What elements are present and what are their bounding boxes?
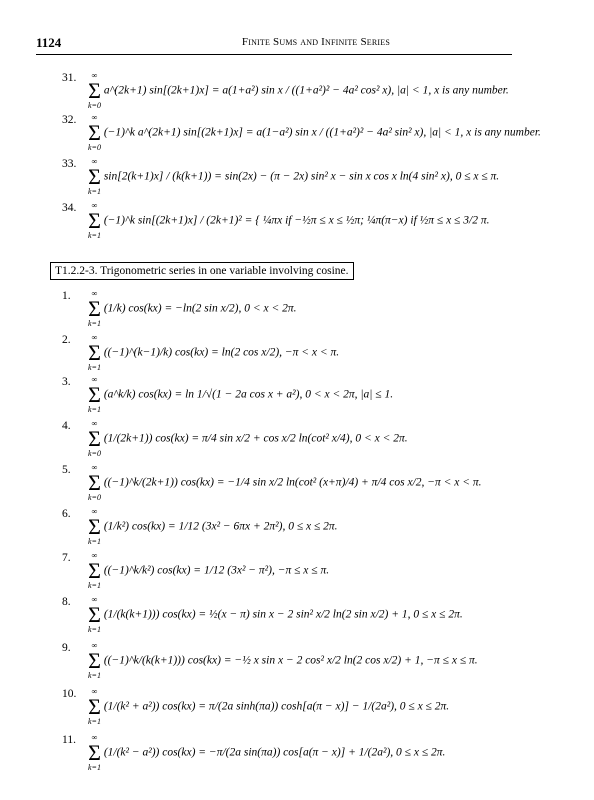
page-header [36,34,512,55]
entry-number: 31. [62,72,77,84]
sum-symbol: ∞ Σ k=1 [88,641,101,680]
entry-number: 7. [62,552,71,564]
formula-text: ∞ Σ k=0 (−1)^k a^(2k+1) sin[(2k+1)x] = a(1−a²) sin x / ((1+a²)² − 4a² sin² x), |a| < 1, x is any number. [88,113,541,152]
entry-number: 34. [62,202,77,214]
entry-number: 1. [62,290,71,302]
entry-number: 2. [62,334,71,346]
sum-symbol: ∞ Σ k=1 [88,333,101,372]
sum-symbol: ∞ Σ k=1 [88,687,101,726]
formula-text: ∞ Σ k=1 (1/(k² − a²)) cos(kx) = −π/(2a sin(πa)) cos[a(π − x)] + 1/(2a²), 0 ≤ x ≤ 2π. [88,733,446,772]
sum-symbol: ∞ Σ k=0 [88,113,101,152]
formula-text: ∞ Σ k=1 (1/(k(k+1))) cos(kx) = ½(x − π) sin x − 2 sin² x/2 ln(2 sin x/2) + 1, 0 ≤ x ≤ 2π. [88,595,463,634]
running-title: Finite Sums and Infinite Series [241,36,390,48]
sum-symbol: ∞ Σ k=1 [88,733,101,772]
page-number: 1124 [36,35,62,50]
sum-symbol: ∞ Σ k=1 [88,595,101,634]
formula-text: ∞ Σ k=1 ((−1)^k/k²) cos(kx) = 1/12 (3x² − π²), −π ≤ x ≤ π. [88,551,330,590]
entry-number: 6. [62,508,71,520]
formula-text: ∞ Σ k=0 (1/(2k+1)) cos(kx) = π/4 sin x/2 + cos x/2 ln(cot² x/4), 0 < x < 2π. [88,419,408,458]
sum-symbol: ∞ Σ k=1 [88,507,101,546]
entry-number: 33. [62,158,77,170]
sum-symbol: ∞ Σ k=0 [88,71,101,110]
formula-text: ∞ Σ k=0 a^(2k+1) sin[(2k+1)x] = a(1+a²) sin x / ((1+a²)² − 4a² cos² x), |a| < 1, x is any number. [88,71,509,110]
sum-symbol: ∞ Σ k=0 [88,463,101,502]
formula-text: ∞ Σ k=1 ((−1)^k/(k(k+1))) cos(kx) = −½ x sin x − 2 cos² x/2 ln(2 cos x/2) + 1, −π ≤ x ≤ π. [88,641,478,680]
entry-number: 4. [62,420,71,432]
entry-number: 9. [62,642,71,654]
formula-text: ∞ Σ k=1 sin[2(k+1)x] / (k(k+1)) = sin(2x) − (π − 2x) sin² x − sin x cos x ln(4 sin² x), 0 ≤ x ≤ π. [88,157,500,196]
entry-number: 10. [62,688,77,700]
sum-symbol: ∞ Σ k=1 [88,201,101,240]
sum-symbol: ∞ Σ k=0 [88,419,101,458]
entry-number: 11. [62,734,76,746]
sum-symbol: ∞ Σ k=1 [88,289,101,328]
entry-number: 8. [62,596,71,608]
sum-symbol: ∞ Σ k=1 [88,157,101,196]
formula-text: ∞ Σ k=1 (1/k²) cos(kx) = 1/12 (3x² − 6πx + 2π²), 0 ≤ x ≤ 2π. [88,507,338,546]
entry-number: 32. [62,114,77,126]
section-title: T1.2.2-3. Trigonometric series in one variable involving cosine. [50,262,354,280]
formula-text: ∞ Σ k=1 (1/(k² + a²)) cos(kx) = π/(2a sinh(πa)) cosh[a(π − x)] − 1/(2a²), 0 ≤ x ≤ 2π. [88,687,450,726]
formula-text: ∞ Σ k=1 (−1)^k sin[(2k+1)x] / (2k+1)² = { ¼πx if −½π ≤ x ≤ ½π; ¼π(π−x) if ½π ≤ x ≤ 3/2 π. [88,201,490,240]
entry-number: 5. [62,464,71,476]
entry-number: 3. [62,376,71,388]
formula-text: ∞ Σ k=0 ((−1)^k/(2k+1)) cos(kx) = −1/4 sin x/2 ln(cot² (x+π)/4) + π/4 cos x/2, −π < x < π. [88,463,482,502]
formula-text: ∞ Σ k=1 (1/k) cos(kx) = −ln(2 sin x/2), 0 < x < 2π. [88,289,297,328]
sum-symbol: ∞ Σ k=1 [88,375,101,414]
formula-text: ∞ Σ k=1 ((−1)^(k−1)/k) cos(kx) = ln(2 cos x/2), −π < x < π. [88,333,340,372]
sum-symbol: ∞ Σ k=1 [88,551,101,590]
formula-text: ∞ Σ k=1 (a^k/k) cos(kx) = ln 1/√(1 − 2a cos x + a²), 0 < x < 2π, |a| ≤ 1. [88,375,394,414]
